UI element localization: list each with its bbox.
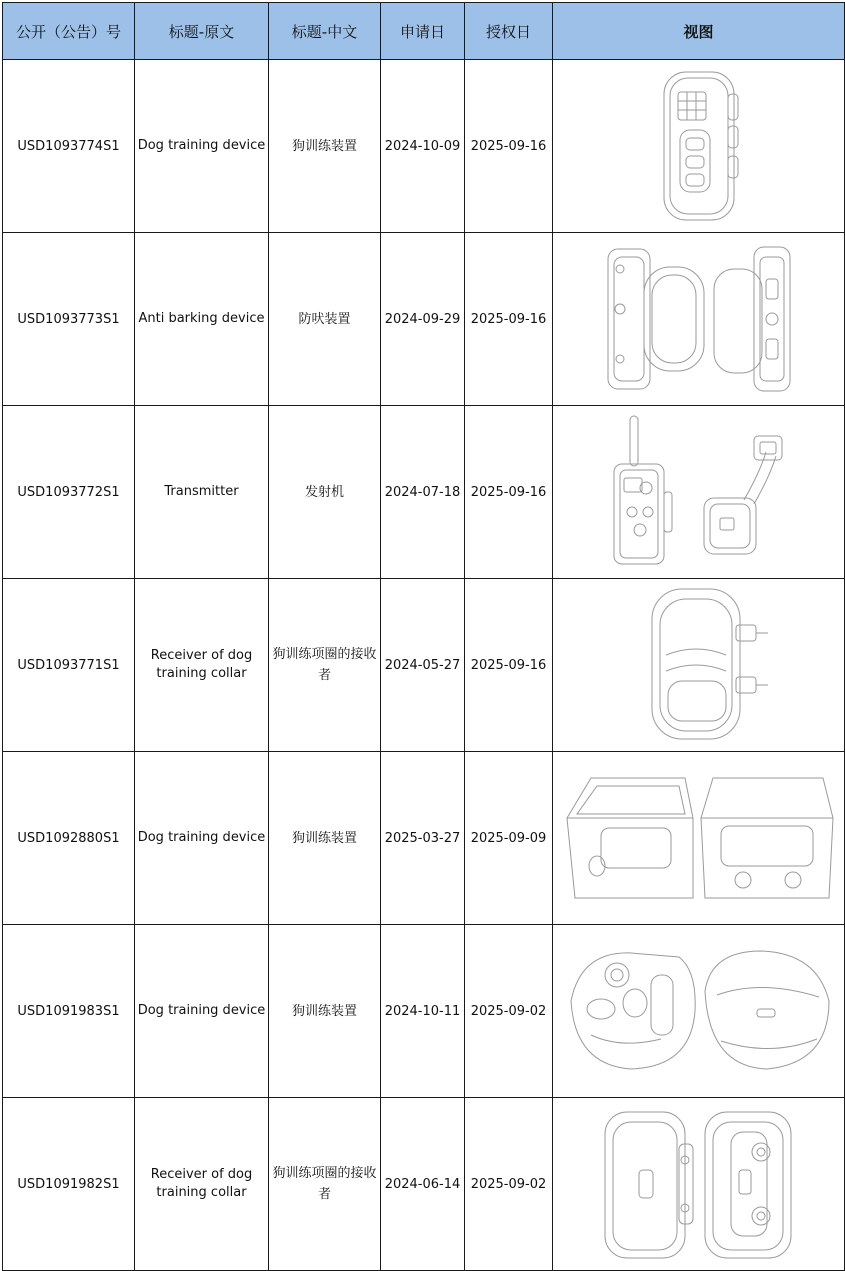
title-orig-cell: Dog training device (135, 60, 269, 233)
table-row (3, 233, 845, 406)
grant-date-cell: 2025-09-02 (465, 1098, 553, 1271)
col-header-view: 视图 (553, 3, 845, 60)
col-header-app-date: 申请日 (381, 3, 465, 60)
grant-date-cell: 2025-09-16 (465, 579, 553, 752)
table-row (3, 925, 845, 1098)
table-row (3, 406, 845, 579)
col-header-grant-date: 授权日 (465, 3, 553, 60)
table-row (3, 752, 845, 925)
table-row (3, 579, 845, 752)
pub-no-cell: USD1092880S1 (3, 752, 135, 925)
app-date-cell: 2025-03-27 (381, 752, 465, 925)
title-orig-cell: Dog training device (135, 925, 269, 1098)
title-cn-cell: 狗训练项圈的接收者 (269, 579, 381, 752)
grant-date-cell: 2025-09-09 (465, 752, 553, 925)
title-orig-cell: Receiver of dog training collar (135, 579, 269, 752)
title-cn-cell: 狗训练项圈的接收者 (269, 1098, 381, 1271)
title-cn-cell: 狗训练装置 (269, 925, 381, 1098)
app-date-cell: 2024-10-09 (381, 60, 465, 233)
title-orig-cell: Anti barking device (135, 233, 269, 406)
title-cn-cell: 发射机 (269, 406, 381, 579)
pub-no-cell: USD1093773S1 (3, 233, 135, 406)
grant-date-cell: 2025-09-16 (465, 406, 553, 579)
view-cell (553, 233, 845, 406)
grant-date-cell: 2025-09-02 (465, 925, 553, 1098)
view-cell (553, 752, 845, 925)
grant-date-cell: 2025-09-16 (465, 233, 553, 406)
grant-date-cell: 2025-09-16 (465, 60, 553, 233)
app-date-cell: 2024-09-29 (381, 233, 465, 406)
handheld-trainer-drawing-icon (644, 66, 754, 226)
view-cell (553, 579, 845, 752)
table-row (3, 60, 845, 233)
view-cell (553, 406, 845, 579)
pub-no-cell: USD1091982S1 (3, 1098, 135, 1271)
pub-no-cell: USD1093771S1 (3, 579, 135, 752)
title-cn-cell: 狗训练装置 (269, 752, 381, 925)
view-cell (553, 1098, 845, 1271)
table-row (3, 1098, 845, 1271)
anti-bark-collar-drawing-icon (604, 239, 794, 399)
pub-no-cell: USD1093774S1 (3, 60, 135, 233)
title-cn-cell: 狗训练装置 (269, 60, 381, 233)
pub-no-cell: USD1091983S1 (3, 925, 135, 1098)
collar-receiver-drawing-icon (624, 585, 774, 745)
title-cn-cell: 防吠装置 (269, 233, 381, 406)
view-cell (553, 60, 845, 233)
collar-receiver-pair-drawing-icon (599, 1104, 799, 1264)
title-orig-cell: Transmitter (135, 406, 269, 579)
app-date-cell: 2024-07-18 (381, 406, 465, 579)
title-orig-cell: Dog training device (135, 752, 269, 925)
view-cell (553, 925, 845, 1098)
app-date-cell: 2024-05-27 (381, 579, 465, 752)
col-header-title-orig: 标题-原文 (135, 3, 269, 60)
header-row (3, 3, 845, 60)
app-date-cell: 2024-06-14 (381, 1098, 465, 1271)
app-date-cell: 2024-10-11 (381, 925, 465, 1098)
round-device-drawing-icon (561, 931, 837, 1091)
patent-table (2, 2, 845, 1271)
title-orig-cell: Receiver of dog training collar (135, 1098, 269, 1271)
training-box-drawing-icon (561, 758, 837, 918)
col-header-pub-no: 公开（公告）号 (3, 3, 135, 60)
pub-no-cell: USD1093772S1 (3, 406, 135, 579)
transmitter-drawing-icon (604, 412, 794, 572)
col-header-title-cn: 标题-中文 (269, 3, 381, 60)
